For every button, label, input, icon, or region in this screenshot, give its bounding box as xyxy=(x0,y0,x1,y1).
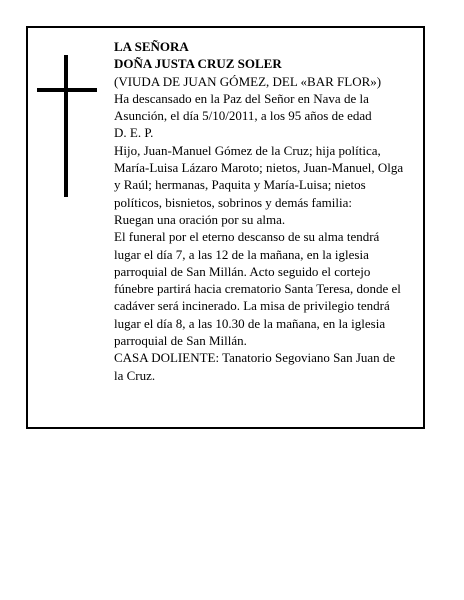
death-line: Asunción, el día 5/10/2011, a los 95 años de edad xyxy=(114,108,372,124)
death-line: Ha descansado en la Paz del Señor en Nava de la xyxy=(114,90,369,106)
family-line: María-Luisa Lázaro Maroto; nietos, Juan-Manuel, Olga xyxy=(114,160,404,176)
funeral-line: lugar el día 8, a las 10.30 de la mañana, en la iglesia xyxy=(114,315,386,331)
cross-icon xyxy=(37,55,97,197)
obituary-text xyxy=(114,38,418,384)
funeral-line: El funeral por el eterno descanso de su alma tendrá xyxy=(114,229,380,245)
cross-vertical-bar xyxy=(64,55,68,197)
family-line: Hijo, Juan-Manuel Gómez de la Cruz; hija política, xyxy=(114,142,381,158)
mourning-house-line: la Cruz. xyxy=(114,367,156,383)
funeral-line: cadáver será incinerado. La misa de privilegio tendrá xyxy=(114,298,390,314)
header-title: LA SEÑORA xyxy=(114,39,189,54)
family-line: y Raúl; hermanas, Paquita y María-Luisa; nietos xyxy=(114,177,366,193)
cross-horizontal-bar xyxy=(37,88,97,92)
funeral-line: parroquial de San Millán. Acto seguido el cortejo xyxy=(114,263,371,279)
prayer-line: Ruegan una oración por su alma. xyxy=(114,211,286,227)
family-line: políticos, bisnietos, sobrinos y demás familia: xyxy=(114,194,352,210)
rip-line: D. E. P. xyxy=(114,125,154,141)
widow-of-line: (VIUDA DE JUAN GÓMEZ, DEL «BAR FLOR») xyxy=(114,73,382,89)
funeral-line: fúnebre partirá hacia crematorio Santa Teresa, donde el xyxy=(114,281,401,297)
mourning-house-line: CASA DOLIENTE: Tanatorio Segoviano San Juan de xyxy=(114,350,396,366)
deceased-name: DOÑA JUSTA CRUZ SOLER xyxy=(114,56,282,72)
funeral-line: parroquial de San Millán. xyxy=(114,333,247,349)
funeral-line: lugar el día 7, a las 12 de la mañana, en la iglesia xyxy=(114,246,369,262)
